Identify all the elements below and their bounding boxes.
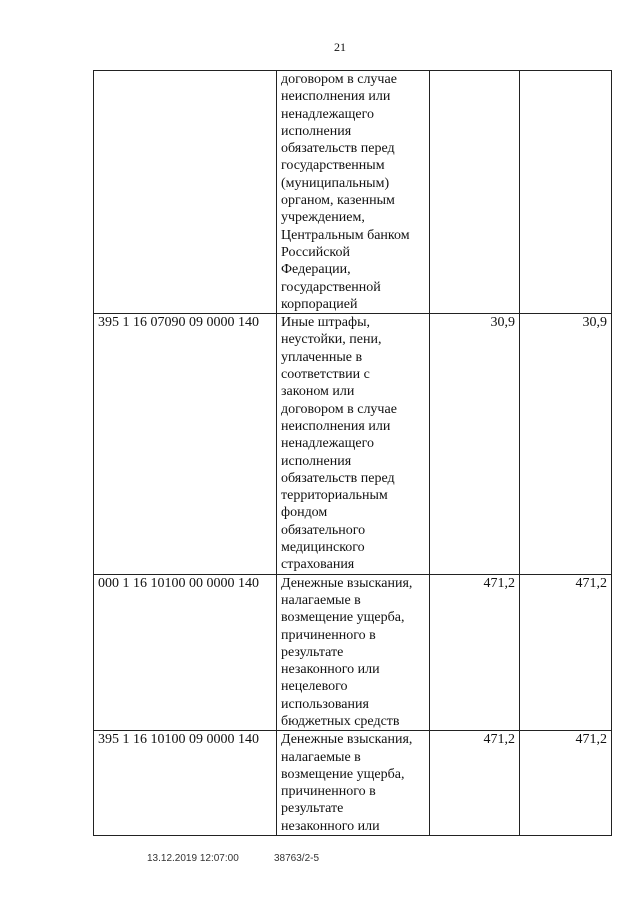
revenue-name-line: учреждением,	[281, 210, 365, 226]
budget-revenue-table	[93, 70, 612, 836]
revenue-name-line: Иные штрафы,	[281, 315, 370, 331]
revenue-name-line: возмещение ущерба,	[281, 610, 405, 626]
revenue-name-cell	[277, 574, 430, 731]
revenue-name-line: возмещение ущерба,	[281, 766, 405, 782]
revenue-name-line: Центральным банком	[281, 227, 410, 243]
revenue-name-line: (муниципальным)	[281, 175, 390, 191]
budget-code-cell: 395 1 16 07090 09 0000 140	[94, 314, 277, 574]
revenue-name-line: неисполнения или	[281, 89, 391, 105]
table-row	[94, 314, 612, 574]
value-cell-1	[430, 71, 520, 314]
revenue-name-line: Российской	[281, 244, 350, 260]
revenue-name-line: Денежные взыскания,	[281, 732, 413, 748]
revenue-name-line: Денежные взыскания,	[281, 575, 413, 591]
revenue-name-line: корпорацией	[281, 296, 358, 312]
value-cell-1: 471,2	[430, 731, 520, 836]
revenue-name-line: государственным	[281, 158, 385, 174]
revenue-name-line: фондом	[281, 505, 328, 521]
revenue-name-line: медицинского	[281, 540, 365, 556]
footer-doc-number: 38763/2-5	[274, 853, 320, 864]
revenue-name-line: результате	[281, 644, 344, 660]
revenue-name-line: причиненного в	[281, 784, 376, 800]
value-cell-2: 471,2	[520, 574, 612, 731]
table-row	[94, 71, 612, 314]
revenue-name-line: использования	[281, 696, 369, 712]
revenue-name-line: законом или	[281, 384, 355, 400]
value-cell-2	[520, 71, 612, 314]
revenue-name-line: Федерации,	[281, 262, 351, 278]
revenue-name-line: обязательств перед	[281, 470, 395, 486]
revenue-name-line: нецелевого	[281, 679, 348, 695]
revenue-name-cell	[277, 731, 430, 836]
revenue-name-line: исполнения	[281, 453, 352, 469]
revenue-name-line: договором в случае	[281, 72, 397, 87]
footer-timestamp: 13.12.2019 12:07:00	[147, 853, 239, 864]
page-number: 21	[334, 40, 346, 54]
revenue-name-line: обязательного	[281, 522, 366, 538]
revenue-name-line: незаконного или	[281, 662, 380, 678]
revenue-name-line: налагаемые в	[281, 749, 361, 765]
revenue-name-line: налагаемые в	[281, 592, 361, 608]
revenue-name-line: государственной	[281, 279, 381, 295]
revenue-name-line: обязательств перед	[281, 141, 395, 157]
revenue-name-line: страхования	[281, 557, 355, 573]
revenue-name-line: незаконного или	[281, 818, 380, 834]
revenue-name-line: результате	[281, 801, 344, 817]
revenue-name-line: соответствии с	[281, 367, 370, 383]
revenue-name-line: ненадлежащего	[281, 106, 375, 122]
budget-code-cell	[94, 71, 277, 314]
table-row	[94, 574, 612, 731]
revenue-name-line: территориальным	[281, 488, 388, 504]
revenue-name-line: причиненного в	[281, 627, 376, 643]
value-cell-1: 471,2	[430, 574, 520, 731]
revenue-name-cell	[277, 71, 430, 314]
value-cell-2: 30,9	[520, 314, 612, 574]
value-cell-1: 30,9	[430, 314, 520, 574]
revenue-name-line: неисполнения или	[281, 418, 391, 434]
table-row	[94, 731, 612, 836]
budget-code-cell: 000 1 16 10100 00 0000 140	[94, 574, 277, 731]
revenue-name-line: органом, казенным	[281, 193, 395, 209]
revenue-name-line: ненадлежащего	[281, 436, 375, 452]
budget-code-cell: 395 1 16 10100 09 0000 140	[94, 731, 277, 836]
value-cell-2: 471,2	[520, 731, 612, 836]
revenue-name-cell	[277, 314, 430, 574]
revenue-name-line: исполнения	[281, 123, 352, 139]
revenue-name-line: договором в случае	[281, 401, 397, 417]
revenue-name-line: бюджетных средств	[281, 713, 400, 729]
table-body	[94, 71, 612, 836]
revenue-name-line: неустойки, пени,	[281, 332, 382, 348]
revenue-name-line: уплаченные в	[281, 349, 363, 365]
